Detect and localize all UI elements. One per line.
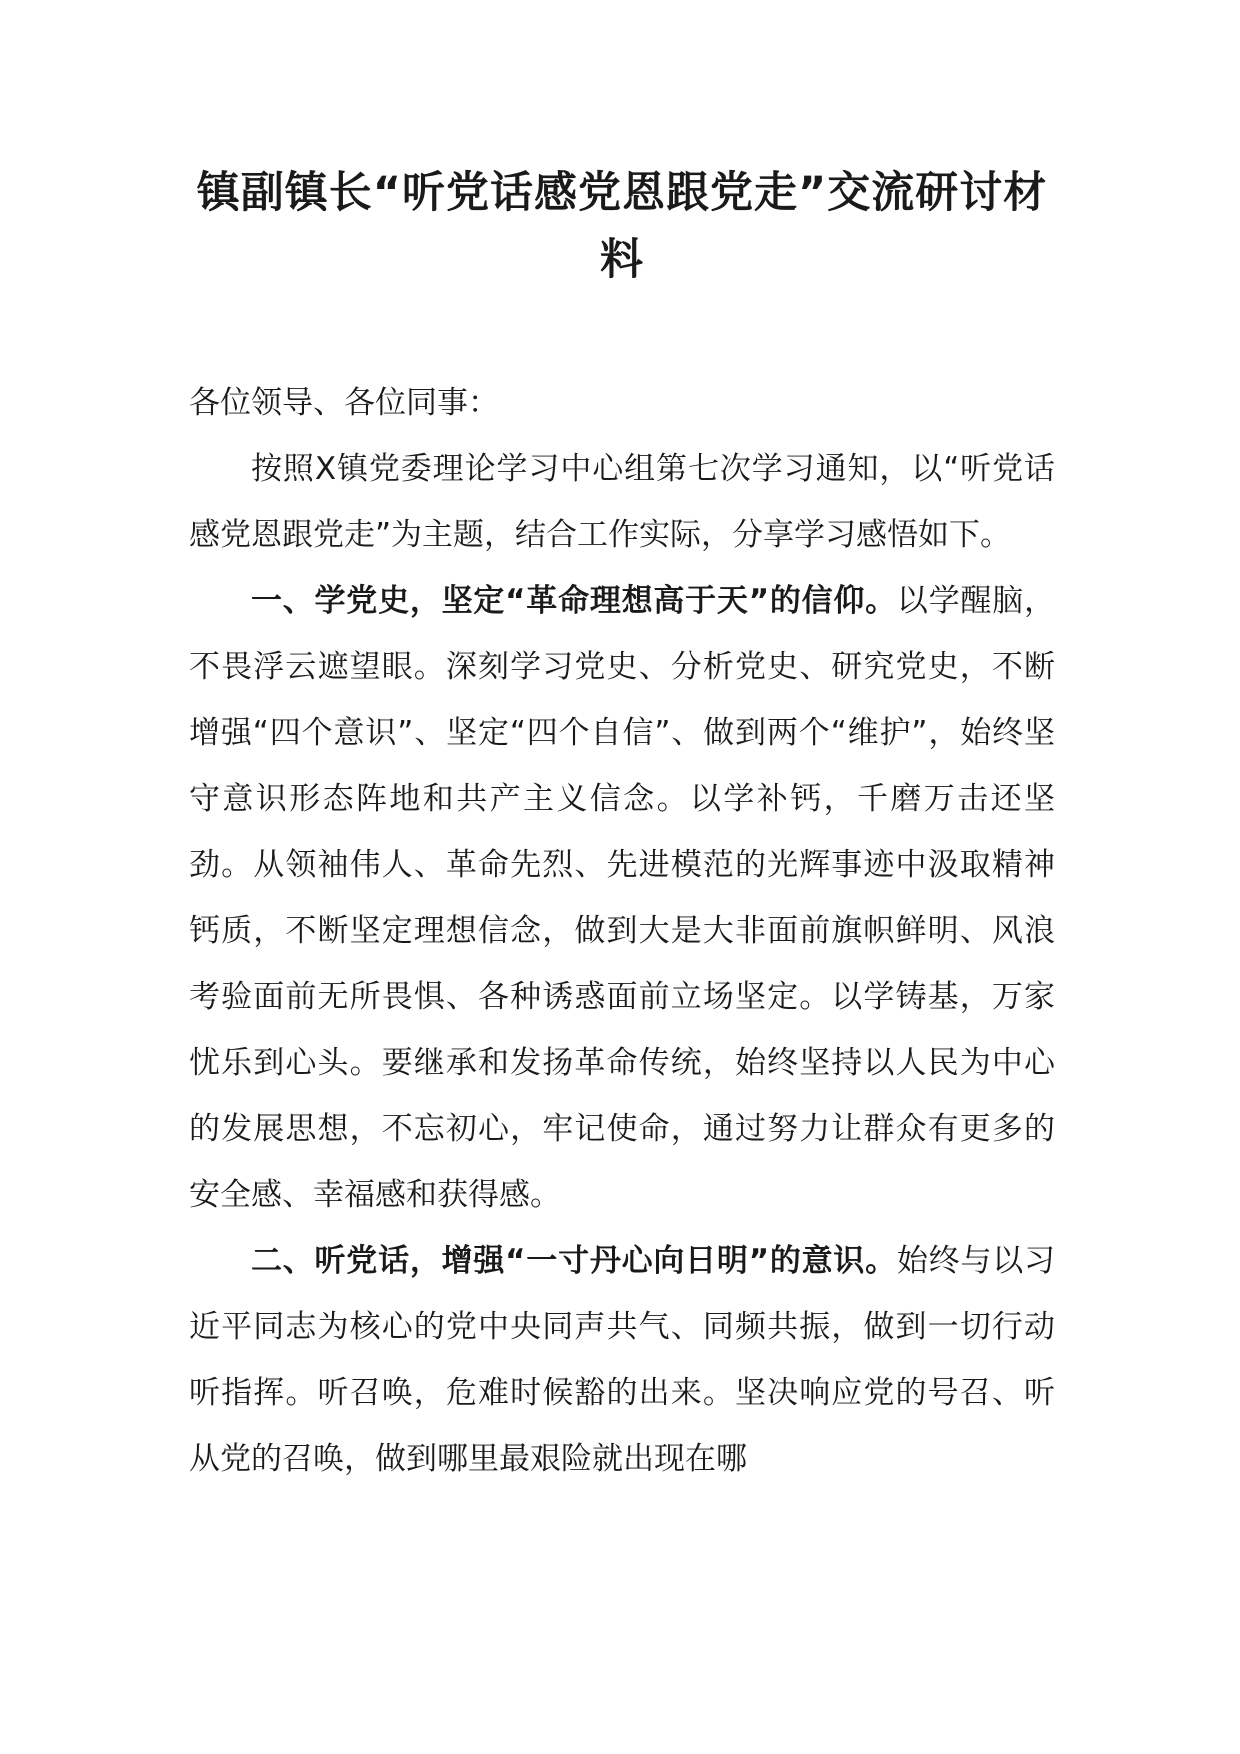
paragraph-section-1 (189, 568, 1055, 1228)
paragraph-text: 以学醒脑，不畏浮云遮望眼。深刻学习党史、分析党史、研究党史，不断增强“四个意识”、坚定“四个自信”、做到两个“维护”，始终坚守意识形态阵地和共产主义信念。以学补钙，千磨万击还坚劲。从领袖伟人、革命先烈、先进模范的光辉事迹中汲取精神钙质，不断坚定理想信念，做到大是大非面前旗帜鲜明、风浪考验面前无所畏惧、各种诱惑面前立场坚定。以学铸基，万家忧乐到心头。要继承和发扬革命传统，始终坚持以人民为中心的发展思想，不忘初心，牢记使命，通过努力让群众有更多的安全感、幸福感和获得感。 (189, 583, 1056, 1213)
section-heading: 一、学党史，坚定“革命理想高于天”的信仰。 (251, 583, 897, 619)
paragraph-section-2 (189, 1228, 1055, 1492)
salutation: 各位领导、各位同事： (189, 385, 499, 421)
document-title: 镇副镇长“听党话感党恩跟党走”交流研讨材料 (196, 168, 1048, 285)
section-heading: 二、听党话，增强“一寸丹心向日明”的意识。 (251, 1243, 897, 1279)
paragraph-text: 始终与以习近平同志为核心的党中央同声共气、同频共振，做到一切行动听指挥。听召唤，危难时候豁的出来。坚决响应党的号召、听从党的召唤，做到哪里最艰险就出现在哪 (189, 1243, 1056, 1477)
paragraph-intro (189, 436, 1055, 568)
paragraph-text: 按照X镇党委理论学习中心组第七次学习通知，以“听党话感党恩跟党走”为主题，结合工作实际，分享学习感悟如下。 (189, 451, 1055, 553)
document-page (189, 160, 1055, 1492)
